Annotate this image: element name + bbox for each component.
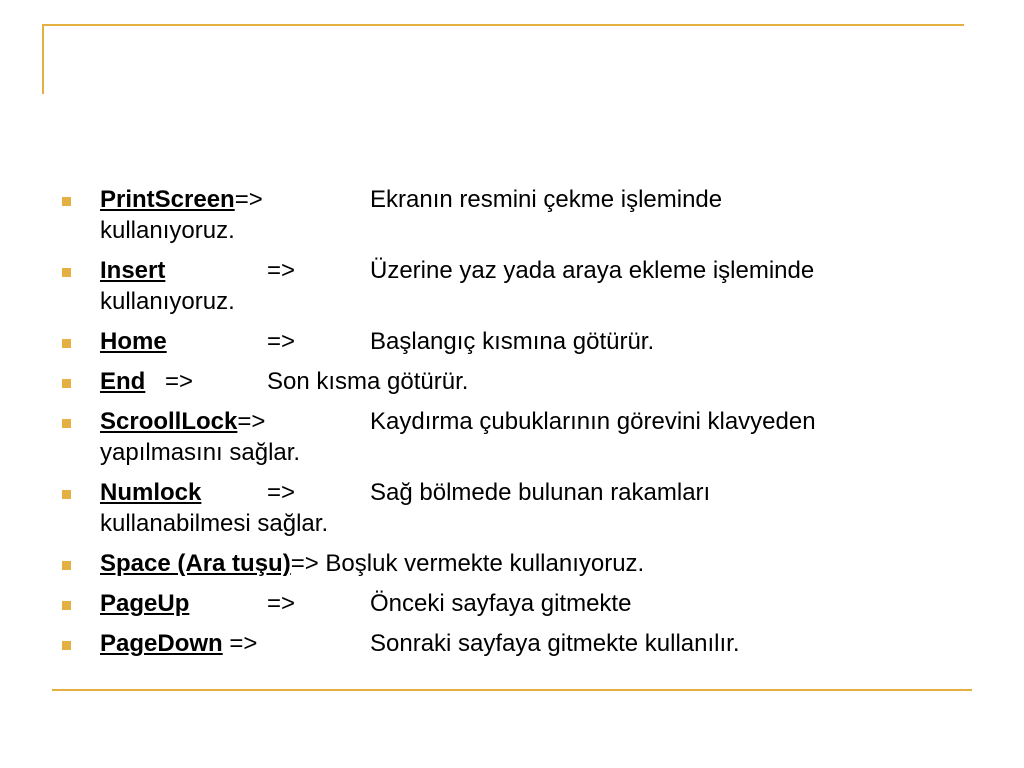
key-description: Ekranın resmini çekme işleminde (370, 186, 723, 213)
key-name: Insert (100, 257, 166, 284)
list-item-end (62, 366, 962, 397)
key-description: Önceki sayfaya gitmekte (370, 590, 632, 617)
square-bullet-icon (62, 601, 71, 610)
arrow: => (267, 328, 296, 355)
key-list (62, 184, 962, 668)
square-bullet-icon (62, 490, 71, 499)
list-item-pageup (62, 588, 962, 619)
square-bullet-icon (62, 419, 71, 428)
arrow: => (290, 550, 319, 577)
square-bullet-icon (62, 339, 71, 348)
key-description-continued: kullanıyoruz. (100, 288, 235, 315)
key-name: PageDown (100, 630, 223, 657)
left-decorative-rule (42, 24, 44, 94)
key-name: PrintScreen (100, 186, 235, 213)
list-item-home (62, 326, 962, 357)
arrow: => (267, 479, 296, 506)
list-item-printscreen (62, 184, 962, 246)
key-description-continued: kullanabilmesi sağlar. (100, 510, 329, 537)
key-description: Başlangıç kısmına götürür. (370, 328, 655, 355)
key-description: Üzerine yaz yada araya ekleme işleminde (370, 257, 815, 284)
square-bullet-icon (62, 379, 71, 388)
key-name: PageUp (100, 590, 190, 617)
arrow: => (234, 186, 263, 213)
key-description: Son kısma götürür. (267, 368, 469, 395)
bottom-decorative-rule (52, 689, 972, 691)
list-item-numlock (62, 477, 962, 539)
arrow: => (229, 630, 258, 657)
arrow: => (267, 590, 296, 617)
key-description: Boşluk vermekte kullanıyoruz. (325, 550, 645, 577)
key-description: Kaydırma çubuklarının görevini klavyeden (370, 408, 816, 435)
square-bullet-icon (62, 561, 71, 570)
key-name: End (100, 368, 146, 395)
list-item-space (62, 548, 962, 579)
square-bullet-icon (62, 641, 71, 650)
list-item-pagedown (62, 628, 962, 659)
key-description-continued: yapılmasını sağlar. (100, 439, 301, 466)
key-description: Sonraki sayfaya gitmekte kullanılır. (370, 630, 740, 657)
list-item-insert (62, 255, 962, 317)
top-decorative-rule (42, 24, 964, 26)
key-name: Numlock (100, 479, 202, 506)
arrow: => (267, 257, 296, 284)
square-bullet-icon (62, 197, 71, 206)
key-name: Space (Ara tuşu) (100, 550, 291, 577)
key-name: ScroollLock (100, 408, 238, 435)
arrow: => (165, 368, 194, 395)
key-name: Home (100, 328, 167, 355)
list-item-scrolllock (62, 406, 962, 468)
arrow: => (237, 408, 266, 435)
key-description: Sağ bölmede bulunan rakamları (370, 479, 711, 506)
key-description-continued: kullanıyoruz. (100, 217, 235, 244)
square-bullet-icon (62, 268, 71, 277)
